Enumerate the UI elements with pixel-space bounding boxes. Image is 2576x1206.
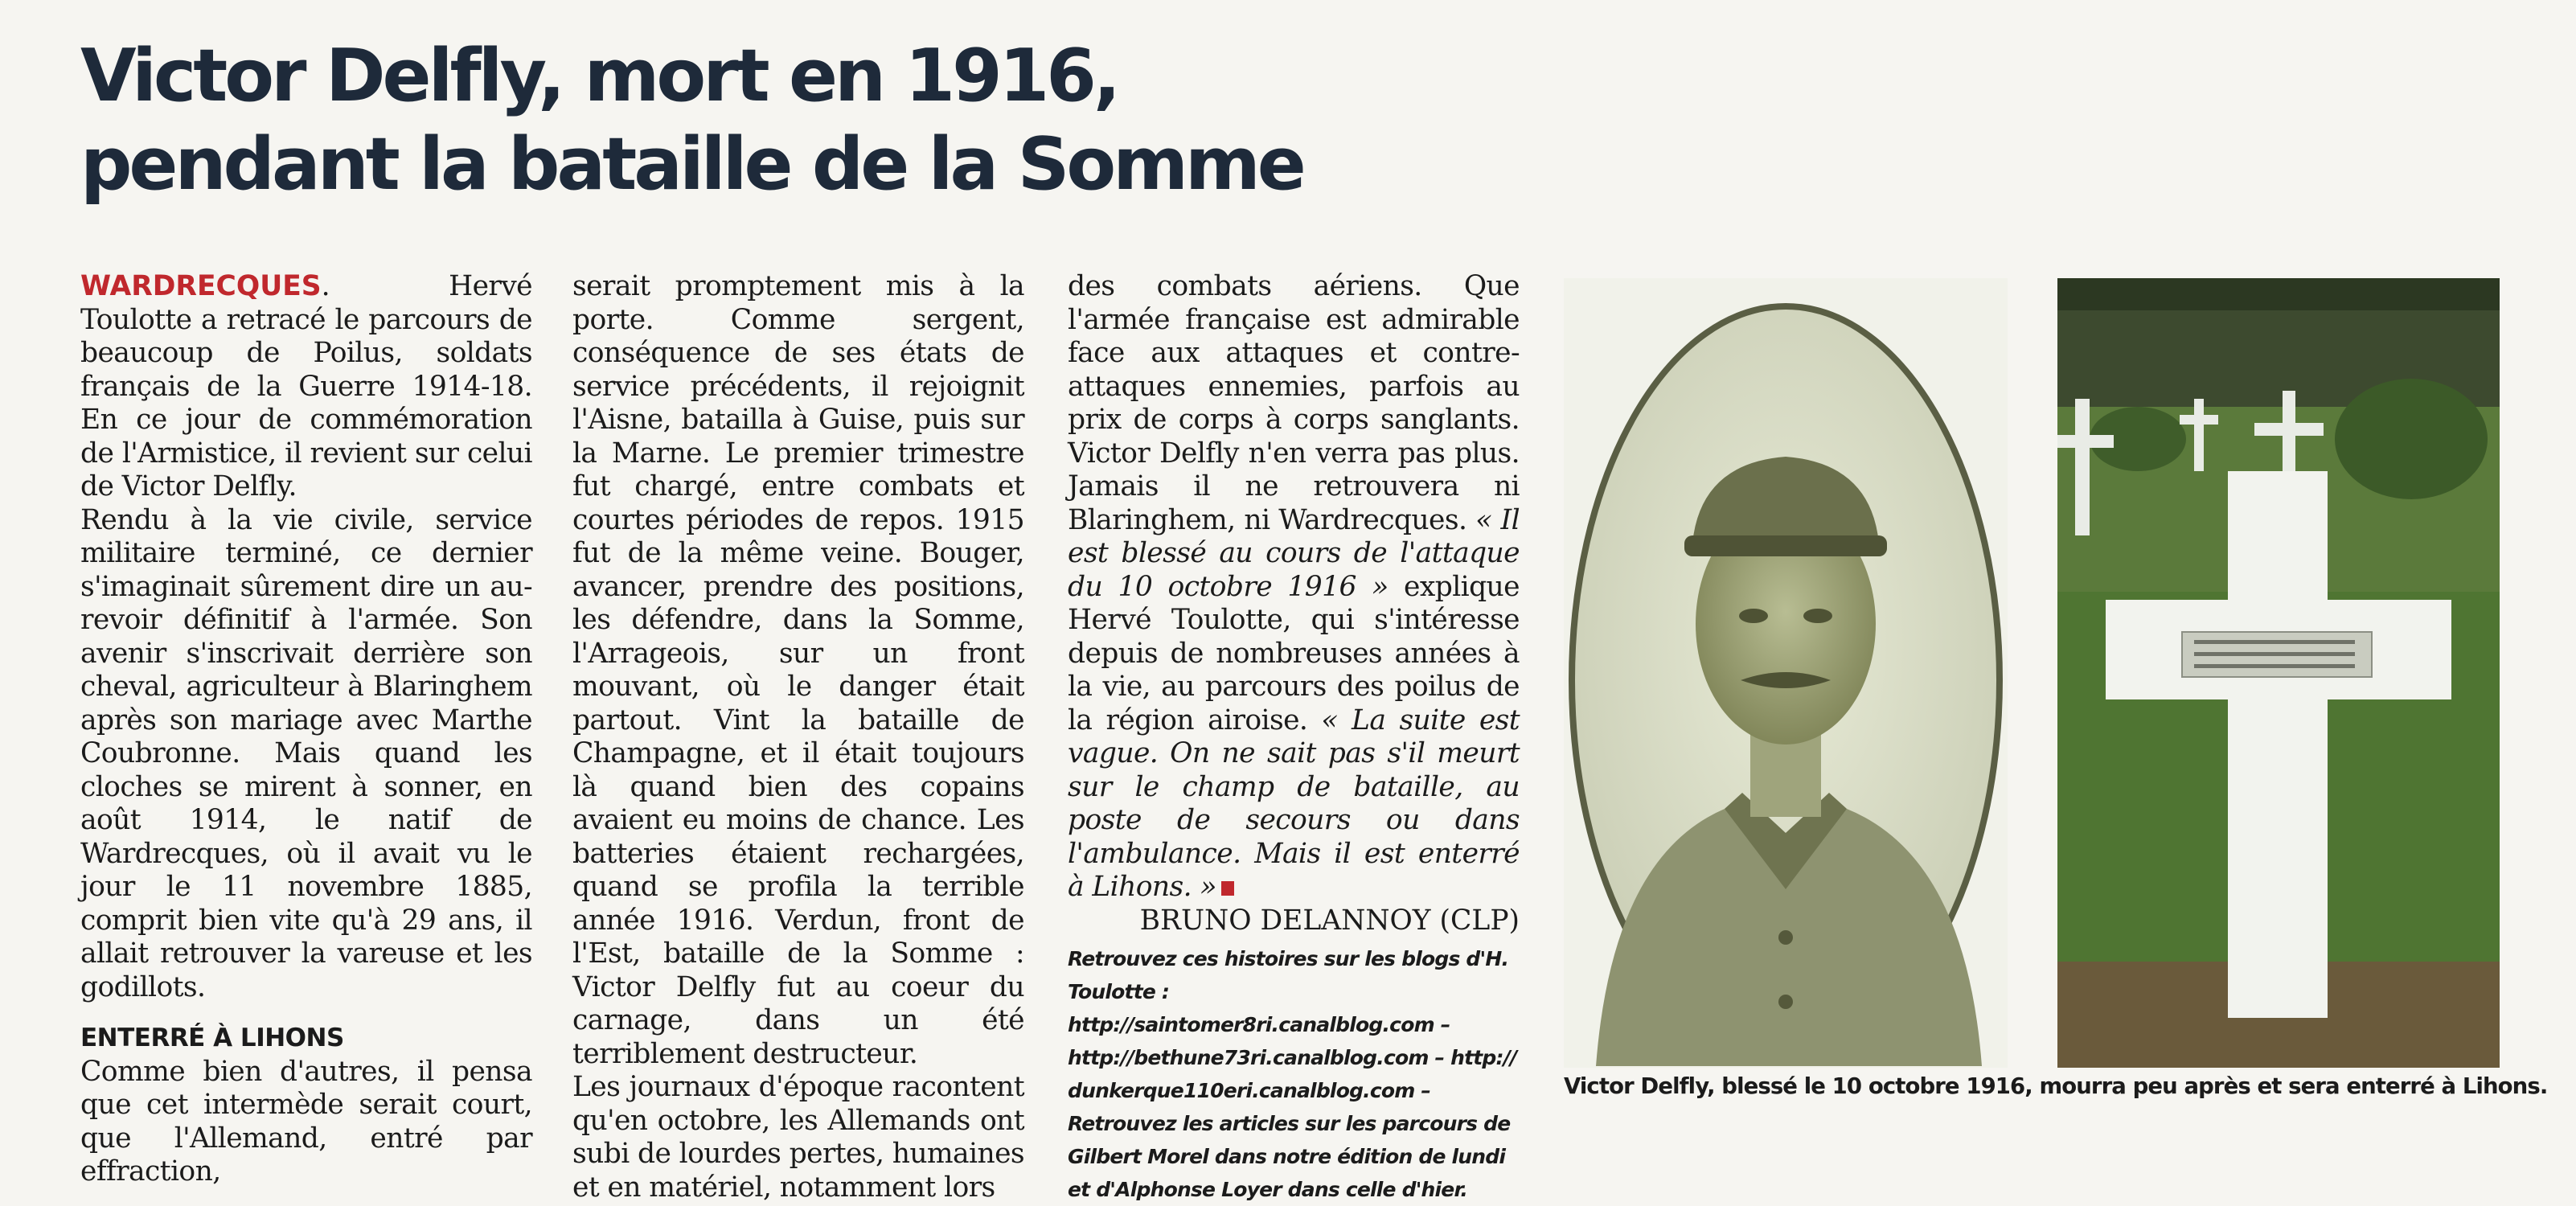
further-reading: [1068, 942, 1520, 1206]
article-column-3: [1068, 270, 1520, 1206]
paragraph: serait promptement mis à la porte. Comme sergent, conséquence de ses états de service précédents, il rejoignit l'Aisne, batailla à Guise, puis sur la Marne. Le premier trimestre fut chargé, entre combats et courtes périodes de repos. 1915 fut de la même veine. Bouger, avancer, prendre des positions, les défendre, dans la Somme, l'Arrageois, sur un front mouvant, où le danger était partout. Vint la bataille de Champagne, et il était toujours là quand bien des copains avaient eu moins de chance. Les batteries étaient rechargées, quand se profila la terrible année 1916. Verdun, front de l'Est, bataille de la Somme : Victor Delfly fut au coeur du carnage, dans un été terriblement destructeur.: [572, 270, 1024, 1070]
body-text: des combats aériens. Que l'armée française est admirable face aux attaques et contre-attaques ennemies, parfois au prix de corps à corps sanglants. Victor Delfly n'en verra pas plus. Jamais il ne retrouvera ni Blaringhem, ni Wardrecques.: [1068, 270, 1520, 536]
grave-photo: [2057, 278, 2500, 1068]
grave-cross-image: [2057, 278, 2500, 1068]
body-text: explique Hervé Toulotte, qui s'intéresse depuis de nombreuses années à la vie, au parcours des poilus de la région airoise.: [1068, 570, 1520, 736]
headline: [80, 32, 1303, 209]
end-mark-icon: [1221, 881, 1234, 896]
intro-text: . Hervé Toulotte a retracé le parcours de beaucoup de Poilus, soldats français de la Guerre 1914-18. En ce jour de commémoration de l'Armistice, il revient sur celui de Victor Delfly.: [80, 270, 532, 503]
paragraph: Rendu à la vie civile, service militaire terminé, ce dernier s'imaginait sûrement dire un au-revoir définitif à l'armée. Son avenir s'inscrivait derrière son cheval, agriculteur à Blaringhem après son mariage avec Marthe Coubronne. Mais quand les cloches se mirent à sonner, en août 1914, le natif de Wardrecques, où il avait vu le jour le 11 novembre 1885, comprit bien vite qu'à 29 ans, il allait retrouver la vareuse et les godillots.: [80, 503, 532, 1003]
note-articles: Retrouvez les articles sur les parcours de Gilbert Morel dans notre édition de lundi et d'Alphonse Loyer dans celle d'hier.: [1068, 1112, 1511, 1201]
paragraph: Les journaux d'époque racontent qu'en octobre, les Allemands ont subi de lourdes pertes, humaines et en matériel, notamment lors: [572, 1071, 1024, 1204]
portrait-photo: [1564, 278, 2008, 1068]
subhead: ENTERRÉ À LIHONS: [80, 1023, 344, 1052]
paragraph: [1068, 270, 1520, 904]
article-column-1: [80, 270, 532, 1189]
note-blogs: Retrouvez ces histoires sur les blogs d'H. Toulotte : http://saintomer8ri.canalblog.com – http://bethune73ri.canalblog.com – http:// dunkerque110eri.canalblog.com –: [1068, 947, 1517, 1102]
paragraph: Comme bien d'autres, il pensa que cet intermède serait court, que l'Allemand, entré par effraction,: [80, 1055, 532, 1188]
dateline: WARDRECQUES: [80, 270, 322, 302]
article-column-2: [572, 270, 1024, 1204]
soldier-portrait-image: [1564, 278, 2008, 1068]
author-byline: BRUNO DELANNOY (CLP): [1139, 904, 1520, 937]
quote: « Il est blessé au cours de l'attaque du 10 octobre 1916 »: [1068, 503, 1520, 603]
headline-line-2: pendant la bataille de la Somme: [80, 122, 1303, 207]
photo-caption: Victor Delfly, blessé le 10 octobre 1916, mourra peu après et sera enterré à Lihons.: [1564, 1073, 2548, 1099]
paragraph: [80, 270, 532, 504]
quote: « La suite est vague. On ne sait pas s'il meurt sur le champ de bataille, au poste de secours ou dans l'ambulance. Mais il est enterré à Lihons. »: [1068, 704, 1520, 903]
headline-line-1: Victor Delfly, mort en 1916,: [80, 34, 1118, 118]
